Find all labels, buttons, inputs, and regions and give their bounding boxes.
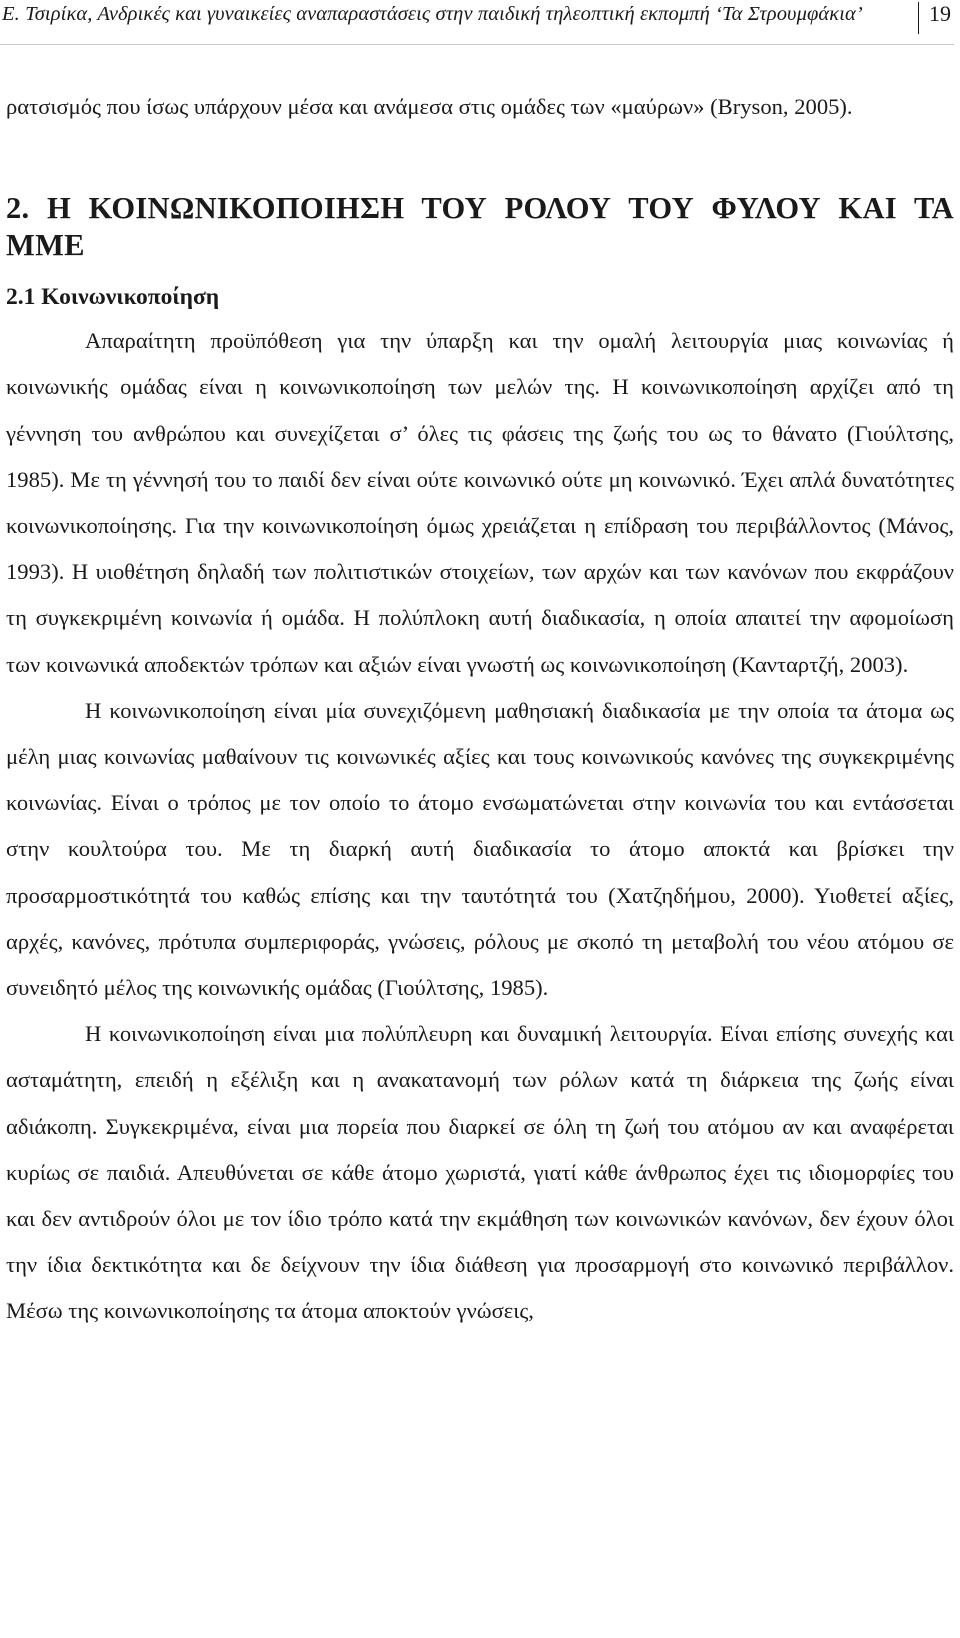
paragraph-2: Η κοινωνικοποίηση είναι μία συνεχιζόμενη μαθησιακή διαδικασία με την οποία τα άτομα ως μέλη μιας κοινωνίας μαθαίνουν τις κοινωνικές αξίες και τους κοινωνικούς κανόνες της συγκεκριμένης κοινωνίας. Είναι ο τρόπος με τον οποίο το άτομο ενσωματώνεται στην κοινωνία του και εντάσσεται στην κουλτούρα του. Με τη διαρκή αυτή διαδικασία το άτομο αποκτά και βρίσκει την προσαρμοστικότητά του καθώς επίσης και την ταυτότητά του (Χατζηδήμου, 2000). Υιοθετεί αξίες, αρχές, κανόνες, πρότυπα συμπεριφοράς, γνώσεις, ρόλους με σκοπό τη μεταβολή του νέου ατόμου σε συνειδητό μέλος της κοινωνικής ομάδας (Γιούλτσης, 1985).	[6, 697, 954, 1001]
page-number: 19	[929, 1, 951, 26]
page-content	[6, 84, 954, 1335]
header-separator	[918, 2, 919, 34]
running-title: Ε. Τσιρίκα, Ανδρικές και γυναικείες αναπαραστάσεις στην παιδική τηλεοπτική εκπομπή ‘Τα Στρουμφάκια’	[2, 3, 863, 25]
paragraph-1: Απαραίτητη προϋπόθεση για την ύπαρξη και την ομαλή λειτουργία μιας κοινωνίας ή κοινωνικής ομάδας είναι η κοινωνικοποίηση των μελών της. Η κοινωνικοποίηση αρχίζει από τη γέννηση του ανθρώπου και συνεχίζεται σ’ όλες τις φάσεις της ζωής του ως το θάνατο (Γιούλτσης, 1985). Με τη γέννησή του το παιδί δεν είναι ούτε κοινωνικό ούτε μη κοινωνικό. Έχει απλά δυνατότητες κοινωνικοποίησης. Για την κοινωνικοποίηση όμως χρειάζεται η επίδραση του περιβάλλοντος (Μάνος, 1993). Η υιοθέτηση δηλαδή των πολιτιστικών στοιχείων, των αρχών και των κανόνων που εκφράζουν τη συγκεκριμένη κοινωνία ή ομάδα. Η πολύπλοκη αυτή διαδικασία, η οποία απαιτεί την αφομοίωση των κοινωνικά αποδεκτών τρόπων και αξιών είναι γνωστή ως κοινωνικοποίηση (Κανταρτζή, 2003).	[6, 328, 954, 677]
page-header	[0, 0, 954, 45]
subsection-heading: 2.1 Κοινωνικοποίηση	[6, 284, 220, 311]
paragraph-3: Η κοινωνικοποίηση είναι μια πολύπλευρη και δυναμική λειτουργία. Είναι επίσης συνεχής και ασταμάτητη, επειδή η εξέλιξη και η ανακατανομή των ρόλων κατά τη διάρκεια της ζωής είναι αδιάκοπη. Συγκεκριμένα, είναι μια πορεία που διαρκεί σε όλη τη ζωή του ατόμου αν και αναφέρεται κυρίως σε παιδιά. Απευθύνεται σε κάθε άτομο χωριστά, γιατί κάθε άνθρωπος έχει τις ιδιομορφίες του και δεν αντιδρούν όλοι με τον ίδιο τρόπο κατά την εκμάθηση των κοινωνικών κανόνων, δεν έχουν όλοι την ίδια δεκτικότητα και δε δείχνουν την ίδια διάθεση για προσαρμογή στο κοινωνικό περιβάλλον. Μέσω της κοινωνικοποίησης τα άτομα αποκτούν γνώσεις,	[6, 1021, 954, 1324]
continuation-paragraph: ρατσισμός που ίσως υπάρχουν μέσα και ανάμεσα στις ομάδες των «μαύρων» (Bryson, 2005).	[6, 94, 853, 119]
section-heading: 2. Η ΚΟΙΝΩΝΙΚΟΠΟΙΗΣΗ ΤΟΥ ΡΟΛΟΥ ΤΟΥ ΦΥΛΟΥ ΚΑΙ ΤΑ ΜΜΕ	[6, 191, 954, 263]
